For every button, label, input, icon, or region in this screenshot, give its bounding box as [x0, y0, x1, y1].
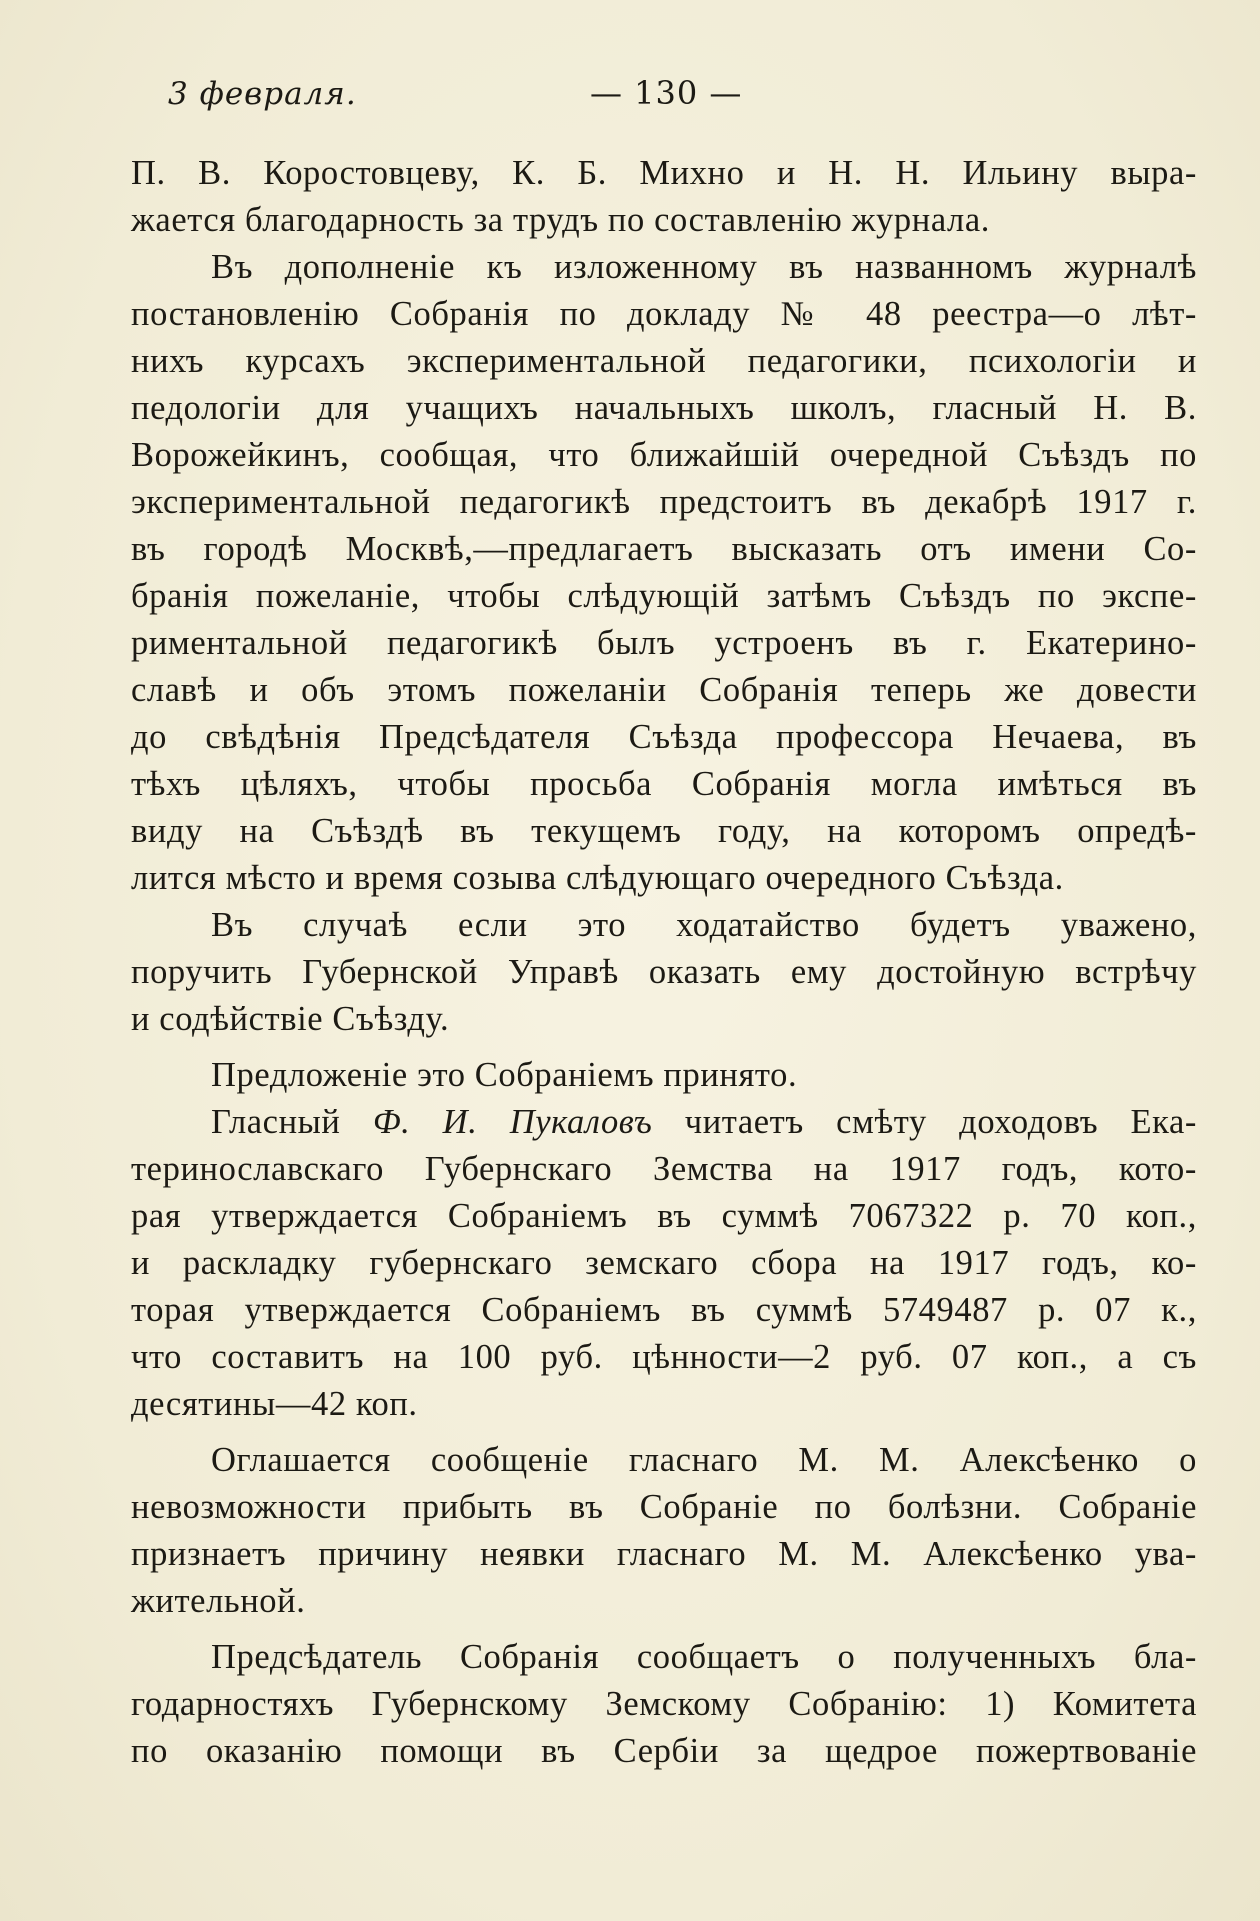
text-line: нихъ курсахъ экспериментальной педагогики, психологіи и: [131, 342, 1197, 380]
text-line: педологіи для учащихъ начальныхъ школъ, гласный Н. В.: [131, 389, 1197, 427]
text-line: славѣ и объ этомъ пожеланіи Собранія теперь же довести: [131, 671, 1197, 709]
text-line: десятины—42 коп.: [131, 1385, 418, 1423]
text-line: въ городѣ Москвѣ,—предлагаетъ высказать отъ имени Со-: [131, 530, 1197, 568]
text-line: Ворожейкинъ, сообщая, что ближайшій очередной Съѣздъ по: [131, 436, 1197, 474]
text-line: Въ дополненіе къ изложенному въ названномъ журналѣ: [211, 248, 1197, 286]
text-line: поручить Губернской Управѣ оказать ему достойную встрѣчу: [131, 953, 1197, 991]
text-line: постановленію Собранія по докладу № 48 реестра—о лѣт-: [131, 295, 1197, 333]
text-line: П. В. Коростовцеву, К. Б. Михно и Н. Н. Ильину выра-: [131, 154, 1197, 192]
text-line: признаетъ причину неявки гласнаго М. М. Алексѣенко ува-: [131, 1535, 1197, 1573]
paragraph-6: [131, 1437, 1197, 1625]
header-date: 3 февраля.: [168, 76, 357, 112]
paragraph-gap: [131, 1428, 1197, 1437]
text-fragment: читаетъ смѣту доходовъ Ека-: [684, 1103, 1197, 1141]
paragraph-4: [131, 1052, 1197, 1099]
paragraph-gap: [131, 1625, 1197, 1634]
text-line: и раскладку губернскаго земскаго сбора на 1917 годъ, ко-: [131, 1244, 1197, 1282]
paragraph-2: [131, 244, 1197, 902]
text-line: Предсѣдатель Собранія сообщаетъ о полученныхъ бла-: [211, 1638, 1197, 1676]
text-line: Въ случаѣ если это ходатайство будетъ уважено,: [211, 906, 1197, 944]
speaker-name: Ф. И. Пукаловъ: [372, 1103, 653, 1141]
text-line: Предложеніе это Собраніемъ принято.: [211, 1056, 798, 1094]
paragraph-gap: [131, 1043, 1197, 1052]
text-line: лится мѣсто и время созыва слѣдующаго очередного Съѣзда.: [131, 859, 1064, 897]
text-line: по оказанію помощи въ Сербіи за щедрое пожертвованіе: [131, 1732, 1197, 1770]
text-line: жительной.: [131, 1582, 306, 1620]
page-number: — 130 —: [590, 74, 743, 112]
text-line: торая утверждается Собраніемъ въ суммѣ 5749487 р. 07 к.,: [131, 1291, 1197, 1329]
paragraph-5: [131, 1099, 1197, 1428]
text-line: и содѣйствіе Съѣзду.: [131, 1000, 450, 1038]
text-line: до свѣдѣнія Предсѣдателя Съѣзда профессора Нечаева, въ: [131, 718, 1197, 756]
text-line: теринославскаго Губернскаго Земства на 1917 годъ, кото-: [131, 1150, 1197, 1188]
text-line: бранія пожеланіе, чтобы слѣдующій затѣмъ Съѣздъ по экспе-: [131, 577, 1197, 615]
page-body: [131, 150, 1197, 1775]
text-line: что составитъ на 100 руб. цѣнности—2 руб. 07 коп., а съ: [131, 1338, 1197, 1376]
text-line: рая утверждается Собраніемъ въ суммѣ 7067322 р. 70 коп.,: [131, 1197, 1197, 1235]
text-line: жается благодарность за трудъ по составленію журнала.: [131, 201, 990, 239]
text-line: риментальной педагогикѣ былъ устроенъ въ г. Екатерино-: [131, 624, 1197, 662]
text-line: годарностяхъ Губернскому Земскому Собранію: 1) Комитета: [131, 1685, 1197, 1723]
text-line: экспериментальной педагогикѣ предстоитъ въ декабрѣ 1917 г.: [131, 483, 1197, 521]
paragraph-3: [131, 902, 1197, 1043]
text-line: виду на Съѣздѣ въ текущемъ году, на которомъ опредѣ-: [131, 812, 1197, 850]
text-line: невозможности прибыть въ Собраніе по болѣзни. Собраніе: [131, 1488, 1197, 1526]
text-fragment: Гласный: [211, 1103, 341, 1141]
text-line: Оглашается сообщеніе гласнаго М. М. Алексѣенко о: [211, 1441, 1197, 1479]
page-header: [0, 72, 1260, 122]
text-line: тѣхъ цѣляхъ, чтобы просьба Собранія могла имѣться въ: [131, 765, 1197, 803]
paragraph-7: [131, 1634, 1197, 1775]
paragraph-1: [131, 150, 1197, 244]
text-line: [131, 1099, 1197, 1146]
